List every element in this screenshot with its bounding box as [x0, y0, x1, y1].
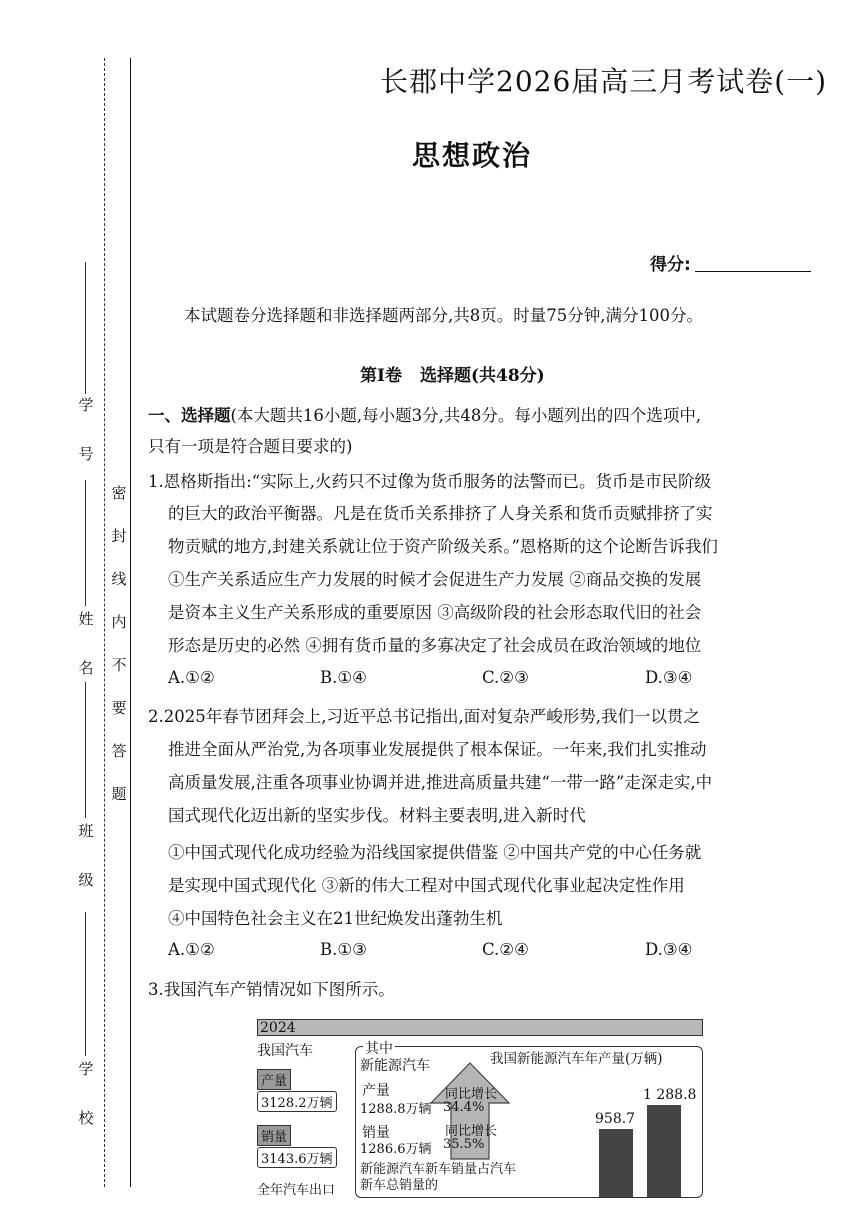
section-label: 一、选择题 — [148, 406, 231, 425]
class-label: 班 级 — [78, 822, 94, 889]
question-line: ④中国特色社会主义在21世纪焕发出蓬勃生机 — [168, 909, 503, 928]
student-name-label: 姓 名 — [78, 610, 94, 677]
nev-title: 新能源汽车 — [360, 1058, 430, 1074]
car-sales-figure — [257, 1019, 705, 1198]
production-value: 3128.2万辆 — [257, 1091, 337, 1112]
section-desc-2: 只有一项是符合题目要求的) — [148, 437, 353, 456]
question-line: 是实现中国式现代化 ③新的伟大工程对中国式现代化事业起决定性作用 — [168, 876, 685, 895]
student-name-field[interactable] — [85, 480, 86, 606]
question-line: 2.2025年春节团拜会上,习近平总书记指出,面对复杂严峻形势,我们一以贯之 — [148, 707, 700, 726]
seal-warning-text: 密 封 线 内 不 要 答 题 — [111, 484, 127, 803]
question-3: 3.我国汽车产销情况如下图所示。 — [148, 980, 395, 999]
group-label: 其中 — [363, 1038, 395, 1058]
production-tag: 产量 — [257, 1069, 291, 1090]
part-heading — [360, 361, 545, 386]
score-area — [650, 250, 811, 275]
nev-production-growth: 34.4% — [443, 1100, 485, 1115]
option-d[interactable]: D.③④ — [645, 668, 693, 687]
option-a[interactable]: A.①② — [168, 940, 215, 959]
sales-value: 3143.6万辆 — [257, 1147, 337, 1168]
question-line: 物贡赋的地方,封建关系就让位于资产阶级关系。”恩格斯的这个论断告诉我们 — [168, 537, 718, 556]
option-a[interactable]: A.①② — [168, 668, 215, 687]
option-d[interactable]: D.③④ — [645, 940, 693, 959]
student-id-label: 学 号 — [78, 396, 94, 463]
bar-label-1: 1 288.8 — [643, 1087, 697, 1103]
part-title: 第Ⅰ卷 — [360, 366, 402, 386]
question-line: 形态是历史的必然 ④拥有货币量的多寡决定了社会成员在政治领域的地位 — [168, 636, 702, 655]
bar-1 — [647, 1105, 681, 1197]
question-line: 的巨大的政治平衡器。凡是在货币关系排挤了人身关系和货币贡赋排挤了实 — [168, 504, 713, 523]
seal-border-line — [130, 58, 131, 1187]
option-b[interactable]: B.①③ — [320, 940, 367, 959]
subject-title: 思想政治 — [412, 139, 533, 172]
school-label: 学 校 — [78, 1060, 94, 1127]
exam-intro: 本试题卷分选择题和非选择题两部分,共8页。时量75分钟,满分100分。 — [184, 306, 703, 325]
part-subtitle: 选择题(共48分) — [419, 366, 545, 386]
option-c[interactable]: C.②③ — [482, 668, 529, 687]
nev-share-line-2: 新车总销量的 — [360, 1178, 439, 1193]
export-text-cut: 全年汽车出口 — [257, 1183, 336, 1198]
chart-title: 我国新能源汽车年产量(万辆) — [490, 1051, 663, 1067]
question-line: 是资本主义生产关系形成的重要原因 ③高级阶段的社会形态取代旧的社会 — [168, 603, 702, 622]
section-desc-1: (本大题共16小题,每小题3分,共48分。每小题列出的四个选项中, — [230, 406, 702, 425]
nev-production-growth-label: 同比增长 — [445, 1087, 498, 1102]
question-line: 1.恩格斯指出:“实际上,火药只不过像为货币服务的法警而已。货币是市民阶级 — [148, 472, 711, 491]
score-input-line[interactable] — [695, 271, 811, 272]
dashed-cut-line — [104, 58, 105, 1187]
question-line: ①生产关系适应生产力发展的时候才会促进生产力发展 ②商品交换的发展 — [168, 570, 702, 589]
student-id-field[interactable] — [85, 262, 86, 394]
score-label: 得分: — [650, 255, 691, 275]
option-b[interactable]: B.①④ — [320, 668, 367, 687]
sales-tag: 销量 — [257, 1125, 291, 1146]
nev-production-value: 1288.8万辆 — [360, 1102, 432, 1117]
question-line: 高质量发展,注重各项事业协调并进,推进高质量共建“一带一路”走深走实,中 — [168, 773, 713, 792]
question-line: ①中国式现代化成功经验为沿线国家提供借鉴 ②中国共产党的中心任务就 — [168, 843, 702, 862]
nev-sales-growth-label: 同比增长 — [445, 1124, 498, 1139]
figure-year-header: 2024 — [257, 1019, 703, 1036]
school-field[interactable] — [85, 912, 86, 1056]
nev-sales-value: 1286.6万辆 — [360, 1142, 432, 1157]
nev-sales-growth: 35.5% — [443, 1137, 485, 1152]
class-field[interactable] — [85, 682, 86, 818]
option-c[interactable]: C.②④ — [482, 940, 529, 959]
question-line: 国式现代化迈出新的坚实步伐。材料主要表明,进入新时代 — [168, 806, 586, 825]
question-line: 推进全面从严治党,为各项事业发展提供了根本保证。一年来,我们扎实推动 — [168, 740, 707, 759]
bar-label-0: 958.7 — [595, 1110, 636, 1127]
figure-left-title: 我国汽车 — [257, 1043, 313, 1059]
nev-production-label: 产量 — [362, 1083, 390, 1099]
nev-sales-label: 销量 — [362, 1125, 390, 1141]
section-instructions — [148, 402, 701, 426]
exam-title: 长郡中学2026届高三月考试卷(一) — [380, 65, 828, 98]
nev-share-line-1: 新能源汽车新车销量占汽车 — [360, 1162, 517, 1177]
bar-0 — [599, 1129, 633, 1197]
